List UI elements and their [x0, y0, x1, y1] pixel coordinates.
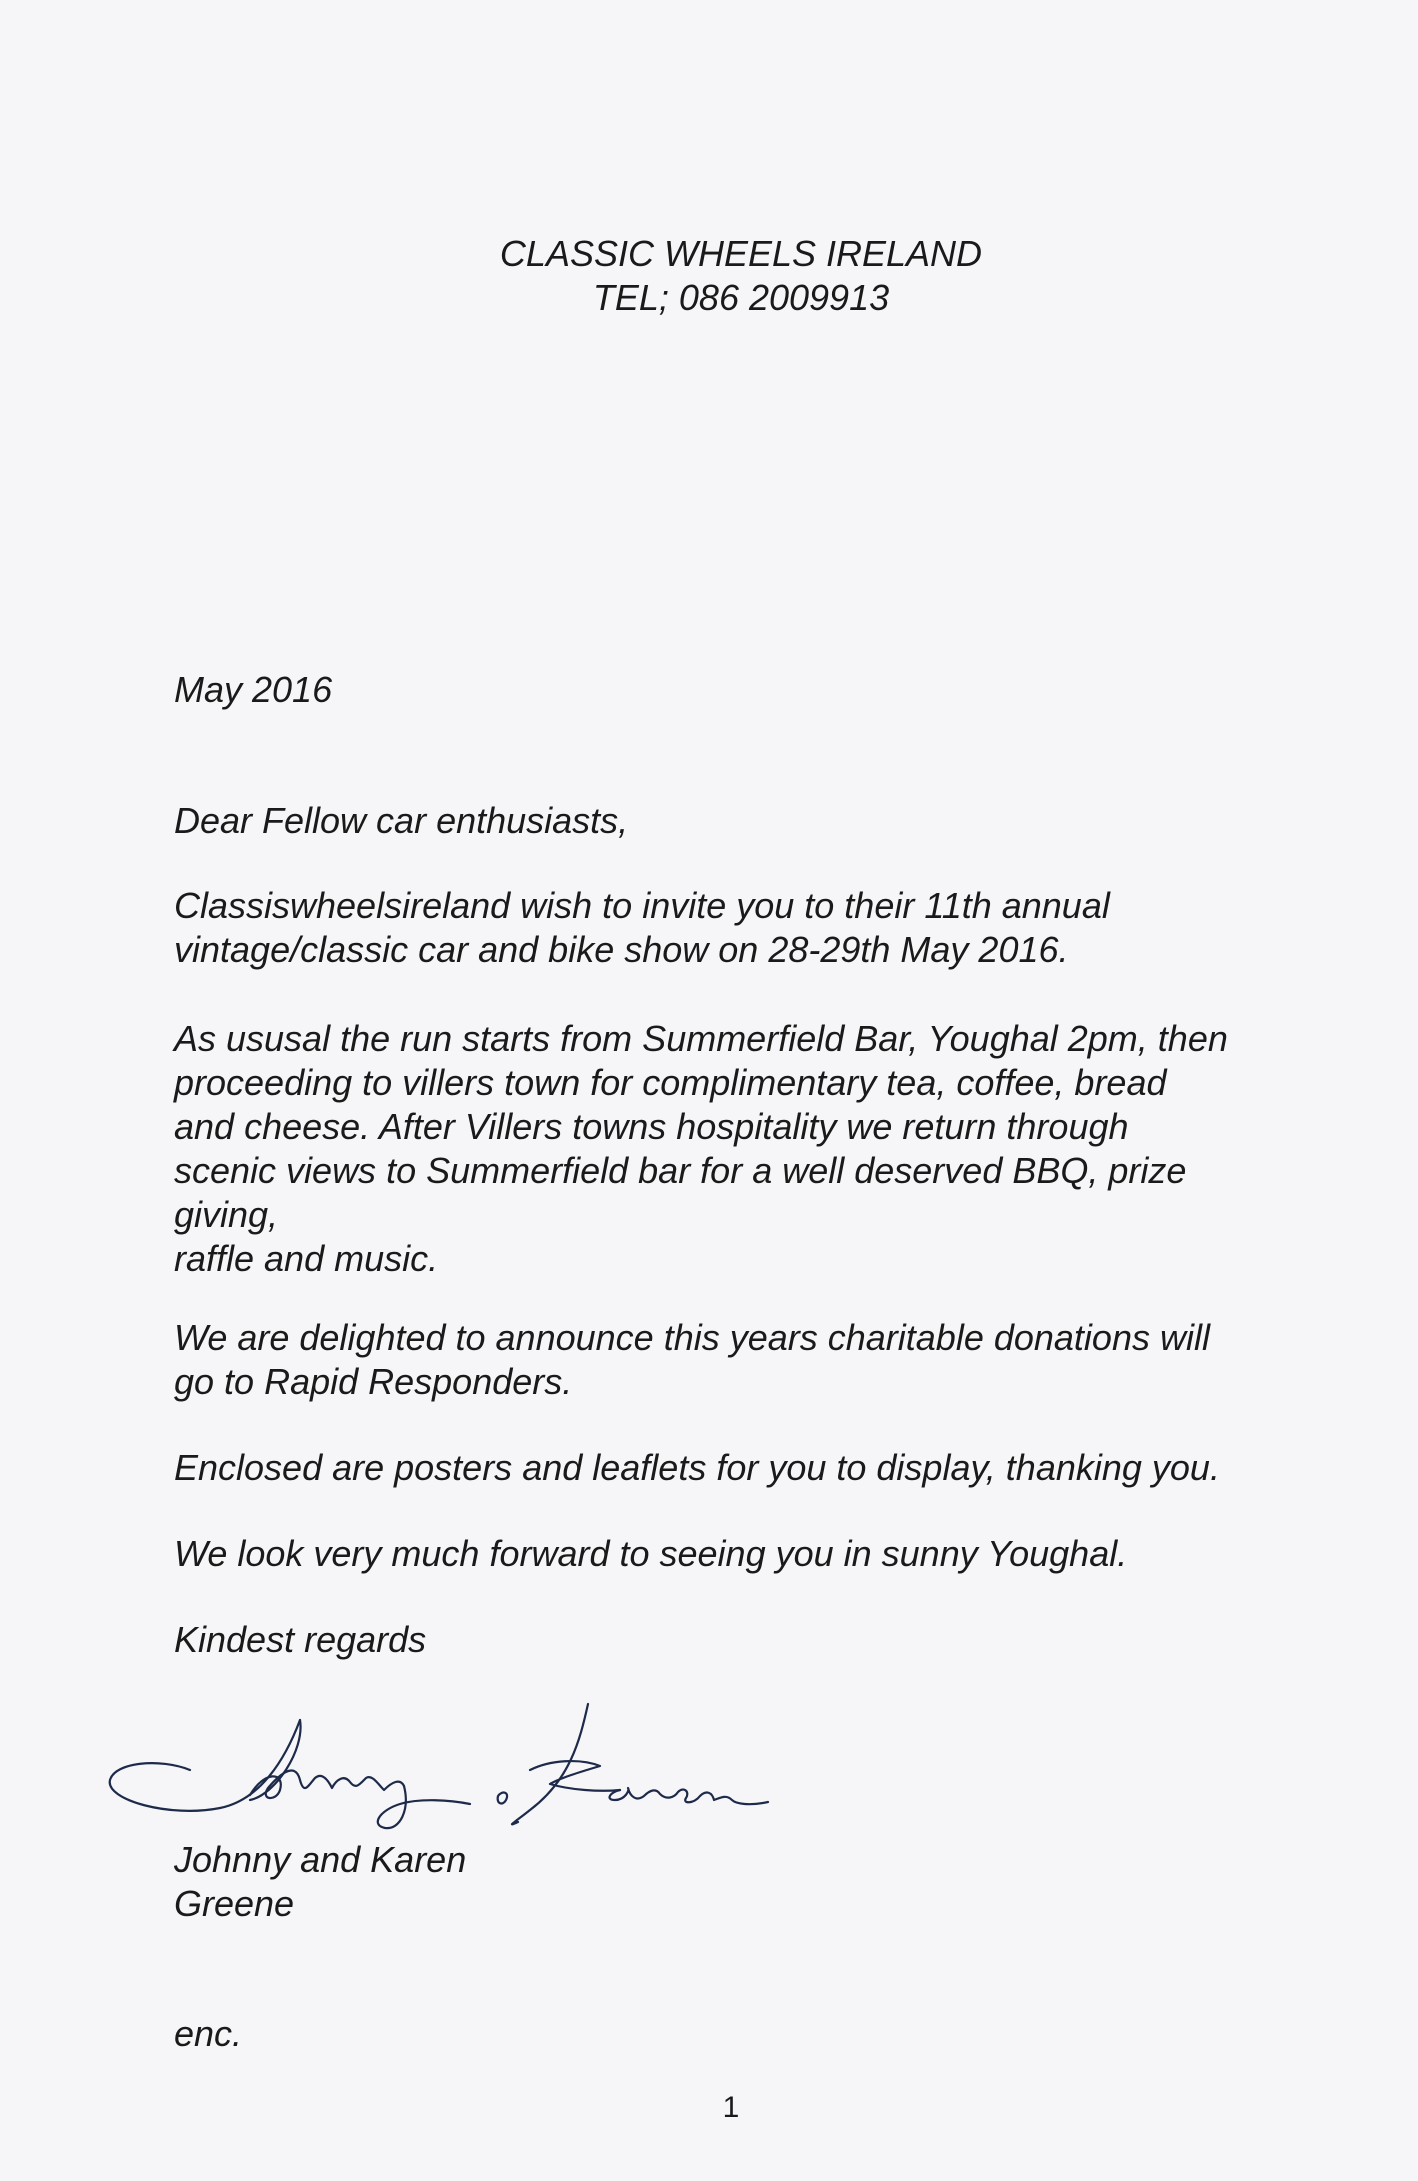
- paragraph-run-details: As ususal the run starts from Summerfield Bar, Youghal 2pm, then proceeding to villers town for complimentary tea, coffee, bread and cheese. After Villers towns hospitality we return through scenic views to Summerfield bar for a well deserved BBQ, prize giving, raffle and music.: [174, 1018, 1228, 1279]
- paragraph-charity: We are delighted to announce this years charitable donations will go to Rapid Responders.: [174, 1317, 1210, 1402]
- organization-name: CLASSIC WHEELS IRELAND: [499, 233, 983, 274]
- telephone-line: TEL; 086 2009913: [592, 277, 890, 318]
- handwritten-signature: [100, 1700, 840, 1850]
- paragraph-enclosed: Enclosed are posters and leaflets for you to display, thanking you.: [174, 1447, 1220, 1488]
- paragraph-closing-wish: We look very much forward to seeing you in sunny Youghal.: [174, 1533, 1128, 1574]
- salutation: Dear Fellow car enthusiasts,: [174, 800, 629, 841]
- letter-date: May 2016: [174, 669, 333, 710]
- page-number: 1: [722, 2091, 740, 2124]
- closing: Kindest regards: [174, 1619, 427, 1660]
- letterhead: [0, 232, 1418, 320]
- enclosure-note: enc.: [174, 2013, 243, 2054]
- signer-names: Johnny and Karen Greene: [174, 1839, 467, 1924]
- paragraph-invitation: Classiswheelsireland wish to invite you to their 11th annual vintage/classic car and bike show on 28-29th May 2016.: [174, 885, 1110, 970]
